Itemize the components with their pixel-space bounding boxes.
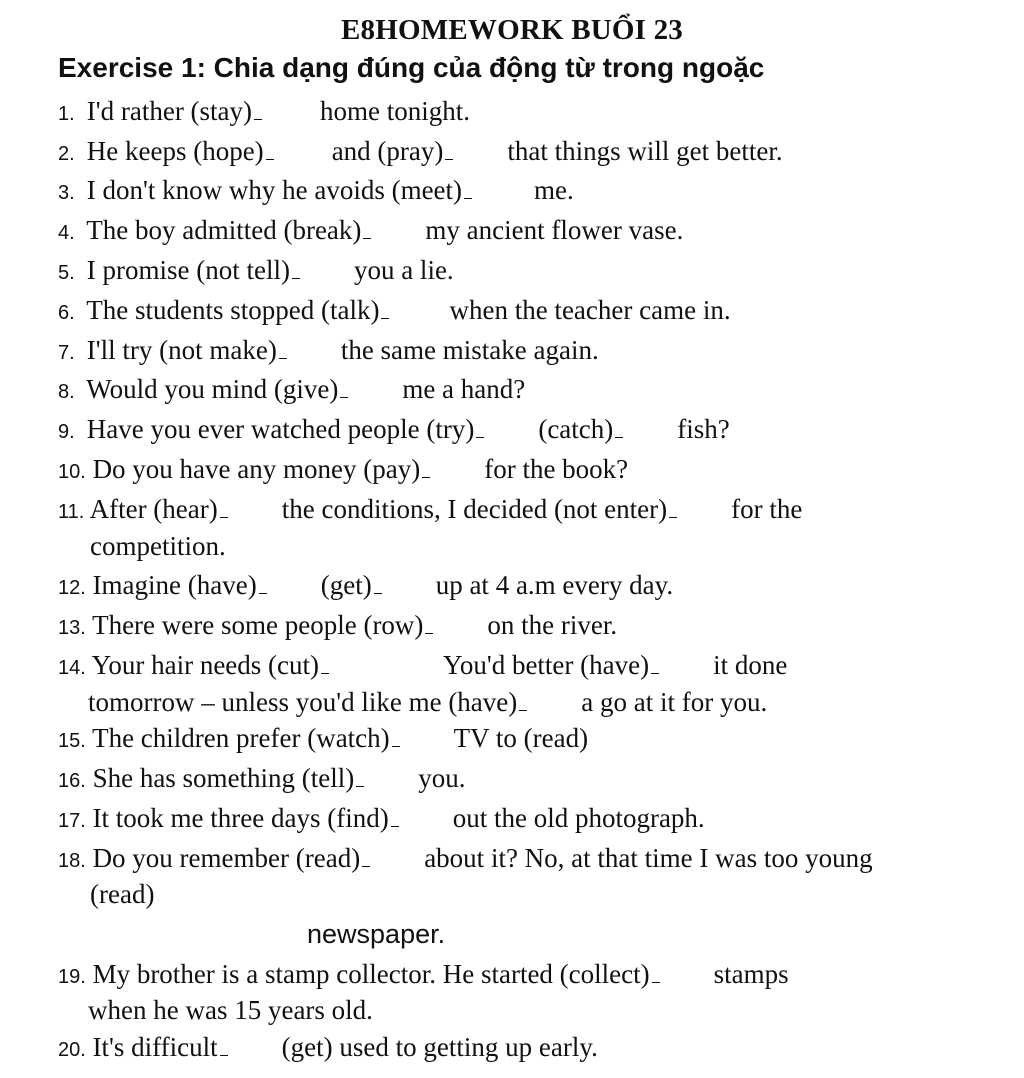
answer-blank[interactable]: [425, 607, 433, 634]
item-text: on the river.: [487, 610, 618, 640]
answer-blank[interactable]: [651, 647, 659, 674]
item-text: for the book?: [484, 454, 629, 484]
answer-blank[interactable]: [519, 684, 527, 711]
item-text: (get) used to getting up early.: [281, 1032, 598, 1062]
answer-blank[interactable]: [422, 451, 430, 478]
item-text: (catch): [538, 414, 614, 444]
exercise-item-5: [58, 252, 1004, 292]
item-number: 20.: [58, 1039, 86, 1061]
item-continuation: [88, 684, 767, 721]
item-text: Imagine (have): [92, 570, 257, 600]
item-text: The boy admitted (break): [86, 215, 362, 245]
answer-blank[interactable]: [652, 956, 660, 983]
item-text: He keeps (hope): [86, 136, 264, 166]
exercise-item-15: [58, 720, 1004, 760]
exercise-item-12: [58, 567, 1004, 607]
item-text: tomorrow – unless you'd like me (have): [88, 687, 518, 717]
item-text: out the old photograph.: [452, 803, 705, 833]
item-number: 13.: [58, 617, 86, 639]
answer-blank[interactable]: [669, 491, 677, 518]
exercise-item-14: [58, 647, 1004, 687]
answer-blank[interactable]: [392, 720, 400, 747]
item-text: about it? No, at that time I was too young: [424, 843, 873, 873]
item-text: me.: [534, 175, 574, 205]
answer-blank[interactable]: [391, 800, 399, 827]
exercise-item-4: [58, 212, 1004, 252]
item-text: I don't know why he avoids (meet): [86, 175, 463, 205]
item-number: 17.: [58, 810, 86, 832]
answer-blank[interactable]: [363, 212, 371, 239]
item-text: The students stopped (talk): [86, 295, 380, 325]
exercise-item-6: [58, 292, 1004, 332]
item-number: 18.: [58, 850, 86, 872]
item-text: TV to (read): [453, 723, 589, 753]
item-number: 14.: [58, 657, 86, 679]
item-text: She has something (tell): [92, 763, 355, 793]
item-text: There were some people (row): [92, 610, 424, 640]
item-text: Your hair needs (cut): [91, 650, 320, 680]
item-text: and (pray): [331, 136, 444, 166]
answer-blank[interactable]: [445, 133, 453, 160]
item-continuation-extra: newspaper.: [307, 919, 446, 949]
page-title: E8HOMEWORK BUỔI 23: [341, 14, 683, 46]
exercise-item-13: [58, 607, 1004, 647]
exercise-item-20: [58, 1029, 1004, 1069]
item-number: 7.: [58, 342, 75, 364]
answer-blank[interactable]: [464, 172, 472, 199]
item-text: fish?: [677, 414, 730, 444]
answer-blank[interactable]: [220, 491, 228, 518]
item-text: you a lie.: [353, 255, 454, 285]
item-continuation: competition.: [90, 531, 226, 561]
item-text: that things will get better.: [507, 136, 783, 166]
exercise-item-8: [58, 371, 1004, 411]
item-number: 16.: [58, 770, 86, 792]
item-text: It took me three days (find): [92, 803, 389, 833]
answer-blank[interactable]: [476, 411, 484, 438]
answer-blank[interactable]: [259, 567, 267, 594]
item-text: you.: [418, 763, 466, 793]
exercise-item-18: [58, 840, 1004, 880]
item-number: 8.: [58, 381, 75, 403]
answer-blank[interactable]: [321, 647, 329, 674]
item-text: I'll try (not make): [86, 335, 277, 365]
item-number: 11.: [58, 501, 85, 523]
answer-blank[interactable]: [356, 760, 364, 787]
item-number: 5.: [58, 262, 75, 284]
answer-blank[interactable]: [362, 840, 370, 867]
exercise-item-7: [58, 332, 1004, 372]
item-number: 3.: [58, 182, 75, 204]
item-text: it done: [713, 650, 788, 680]
item-text: for the: [731, 494, 803, 524]
item-number: 10.: [58, 461, 86, 483]
exercise-item-19: [58, 956, 1004, 996]
exercise-item-17: [58, 800, 1004, 840]
item-number: 9.: [58, 421, 75, 443]
answer-blank[interactable]: [292, 252, 300, 279]
exercise-item-1: [58, 93, 1004, 133]
item-number: 12.: [58, 577, 86, 599]
item-text: my ancient flower vase.: [425, 215, 684, 245]
item-text: the conditions, I decided (not enter): [281, 494, 668, 524]
item-text: the same mistake again.: [340, 335, 599, 365]
exercise-item-9: [58, 411, 1004, 451]
answer-blank[interactable]: [279, 332, 287, 359]
item-text: My brother is a stamp collector. He started (collect): [92, 959, 650, 989]
item-text: Do you have any money (pay): [92, 454, 421, 484]
item-text: I'd rather (stay): [86, 96, 253, 126]
answer-blank[interactable]: [374, 567, 382, 594]
exercise-item-11: [58, 491, 1004, 531]
item-number: 19.: [58, 966, 86, 988]
item-text: Do you remember (read): [92, 843, 361, 873]
answer-blank[interactable]: [615, 411, 623, 438]
item-text: The children prefer (watch): [92, 723, 390, 753]
item-text: You'd better (have): [443, 650, 650, 680]
item-text: when the teacher came in.: [449, 295, 731, 325]
item-number: 2.: [58, 143, 75, 165]
item-continuation: (read): [90, 879, 155, 909]
item-number: 15.: [58, 730, 86, 752]
exercise-item-16: [58, 760, 1004, 800]
item-text: me a hand?: [402, 374, 526, 404]
item-text: I promise (not tell): [86, 255, 290, 285]
item-text: Have you ever watched people (try): [86, 414, 475, 444]
answer-blank[interactable]: [254, 93, 262, 120]
item-text: (get): [320, 570, 372, 600]
answer-blank[interactable]: [381, 292, 389, 319]
item-text: home tonight.: [320, 96, 471, 126]
answer-blank[interactable]: [340, 371, 348, 398]
exercise-item-3: [58, 172, 1004, 212]
answer-blank[interactable]: [266, 133, 274, 160]
exercise-item-2: [58, 133, 1004, 173]
item-text: After (hear): [89, 494, 218, 524]
item-text: a go at it for you.: [581, 687, 768, 717]
item-number: 1.: [58, 103, 75, 125]
item-text: It's difficult: [92, 1032, 218, 1062]
exercise-item-10: [58, 451, 1004, 491]
answer-blank[interactable]: [220, 1029, 228, 1056]
item-text: up at 4 a.m every day.: [435, 570, 674, 600]
exercise-title: Exercise 1: Chia dạng đúng của động từ trong ngoặc: [58, 52, 765, 83]
item-number: 4.: [58, 222, 75, 244]
item-text: Would you mind (give): [86, 374, 339, 404]
item-number: 6.: [58, 302, 75, 324]
item-continuation: when he was 15 years old.: [88, 995, 373, 1025]
item-text: stamps: [713, 959, 789, 989]
